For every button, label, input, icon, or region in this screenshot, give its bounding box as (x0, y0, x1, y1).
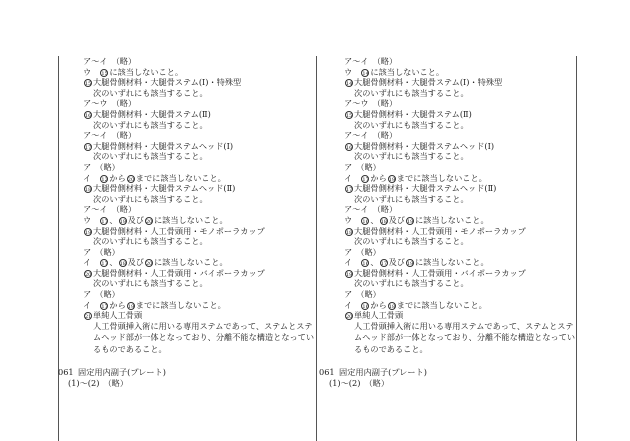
text-line: ア （略） (344, 289, 381, 300)
circled-number: 17 (380, 261, 387, 268)
circled-number: 12 (101, 176, 108, 183)
item-number: 15 (85, 81, 92, 88)
left-column (58, 56, 313, 389)
list-item: 20 大腿骨側材料・人工骨頭用・バイポーラカップ (85, 267, 265, 278)
list-item: 18 大腿骨側材料・大腿骨ステムヘッド(Ⅱ) (85, 183, 236, 194)
text-line: ア～ウ （略） (344, 98, 398, 109)
item-number: 17 (85, 144, 92, 151)
text-line: 次のいずれにも該当すること。 (93, 119, 208, 130)
item-number: 17 (346, 187, 353, 194)
text-line: ア （略） (83, 289, 120, 300)
list-item: 16 大腿骨側材料・大腿骨ステム(Ⅱ) (85, 108, 211, 119)
list-item: 20 単純人工骨頭 (346, 310, 404, 321)
section-heading: 061 固定用内副子(プレート) (319, 367, 427, 378)
circled-number: 16 (362, 218, 369, 225)
text-line: 次のいずれにも該当すること。 (354, 151, 469, 162)
circled-number: 16 (362, 261, 369, 268)
text-line: ア （略） (344, 246, 381, 257)
right-column-border (576, 56, 577, 441)
list-item: 15 大腿骨側材料・大腿骨ステム(Ⅰ)・特殊型 (85, 77, 242, 88)
item-number: 14 (346, 81, 353, 88)
paragraph: 人工骨頭挿入術に用いる専用ステムであって、ステムとステムヘッド部が一体となっており、分離不能な構造となっているものであること。 (354, 320, 576, 354)
list-item: 17 大腿骨側材料・大腿骨ステムヘッド(Ⅰ) (85, 140, 234, 151)
item-number: 18 (346, 229, 353, 236)
circled-number: 19 (406, 261, 414, 268)
item-number: 15 (346, 112, 353, 119)
center-column-border (316, 56, 317, 441)
text-line: 次のいずれにも該当すること。 (354, 236, 469, 247)
text-line: ア～イ （略） (83, 130, 137, 141)
text-line: イ 17 、 18 及び 20 に該当しないこと。 (83, 257, 228, 268)
text-line: 次のいずれにも該当すること。 (93, 87, 208, 98)
item-number: 19 (85, 229, 92, 236)
circled-number: 19 (127, 303, 135, 310)
text-line: イ 16 、 17 及び 19 に該当しないこと。 (344, 257, 489, 268)
text-line: イ 12 から 20 までに該当しないこと。 (83, 172, 226, 183)
text-line: ウ 14 に該当しないこと。 (344, 66, 445, 77)
circled-number: 17 (362, 176, 369, 183)
text-line: 次のいずれにも該当すること。 (354, 193, 469, 204)
text-line: イ 17 から 19 までに該当しないこと。 (344, 172, 487, 183)
item-number: 21 (85, 314, 92, 321)
item-number: 20 (346, 314, 353, 321)
circled-number: 14 (362, 70, 369, 77)
list-item: 18 大腿骨側材料・人工骨頭用・モノポーラカップ (346, 225, 526, 236)
text-line: 次のいずれにも該当すること。 (354, 278, 469, 289)
circled-number: 18 (380, 218, 387, 225)
circled-number: 16 (362, 303, 369, 310)
text-line: ア～イ （略） (344, 130, 398, 141)
item-number: 16 (346, 144, 353, 151)
text-line: ウ 17 、 19 及び 20 に該当しないこと。 (83, 214, 228, 225)
item-number: 19 (346, 271, 353, 278)
list-item: 16 大腿骨側材料・大腿骨ステムヘッド(Ⅰ) (346, 140, 495, 151)
text-line: ア～イ （略） (344, 56, 398, 66)
text-line: ア （略） (344, 161, 381, 172)
circled-number: 20 (145, 261, 153, 268)
text-line: (1)～(2) （略） (68, 377, 129, 388)
section-heading: 061 固定用内副子(プレート) (58, 367, 166, 378)
item-number: 18 (85, 187, 92, 194)
item-number: 16 (85, 112, 92, 119)
text-line: イ 17 から 19 までに該当しないこと。 (83, 299, 226, 310)
text-line: ア～イ （略） (83, 204, 137, 215)
circled-number: 19 (119, 218, 126, 225)
text-line: ウ 15 に該当しないこと。 (83, 66, 184, 77)
list-item: 17 大腿骨側材料・大腿骨ステムヘッド(Ⅱ) (346, 183, 497, 194)
circled-number: 18 (388, 303, 396, 310)
circled-number: 17 (101, 303, 108, 310)
text-line: 次のいずれにも該当すること。 (93, 278, 208, 289)
list-item: 14 大腿骨側材料・大腿骨ステム(Ⅰ)・特殊型 (346, 77, 503, 88)
circled-number: 19 (388, 176, 396, 183)
text-line: ア～イ （略） (344, 204, 398, 215)
circled-number: 19 (406, 218, 414, 225)
text-line: (1)～(2) （略） (329, 377, 390, 388)
text-line: 次のいずれにも該当すること。 (93, 151, 208, 162)
text-line: 次のいずれにも該当すること。 (354, 119, 469, 130)
text-line: ウ 16 、 18 及び 19 に該当しないこと。 (344, 214, 489, 225)
text-line: イ 16 から 18 までに該当しないこと。 (344, 299, 487, 310)
right-column (319, 56, 574, 389)
list-item: 19 大腿骨側材料・人工骨頭用・バイポーラカップ (346, 267, 526, 278)
paragraph: 人工骨頭挿入術に用いる専用ステムであって、ステムとステムヘッド部が一体となっており、分離不能な構造となっているものであること。 (93, 320, 315, 354)
circled-number: 18 (119, 261, 126, 268)
text-line: ア～イ （略） (83, 56, 137, 66)
item-number: 20 (85, 271, 92, 278)
text-line: 次のいずれにも該当すること。 (93, 193, 208, 204)
text-line: ア （略） (83, 246, 120, 257)
circled-number: 17 (101, 261, 108, 268)
list-item: 15 大腿骨側材料・大腿骨ステム(Ⅱ) (346, 108, 472, 119)
list-item: 21 単純人工骨頭 (85, 310, 143, 321)
text-line: 次のいずれにも該当すること。 (354, 87, 469, 98)
circled-number: 17 (101, 218, 108, 225)
text-line: ア～ウ （略） (83, 98, 137, 109)
list-item: 19 大腿骨側材料・人工骨頭用・モノポーラカップ (85, 225, 265, 236)
text-line: ア （略） (83, 161, 120, 172)
circled-number: 20 (127, 176, 135, 183)
text-line: 次のいずれにも該当すること。 (93, 236, 208, 247)
circled-number: 20 (145, 218, 153, 225)
circled-number: 15 (101, 70, 108, 77)
